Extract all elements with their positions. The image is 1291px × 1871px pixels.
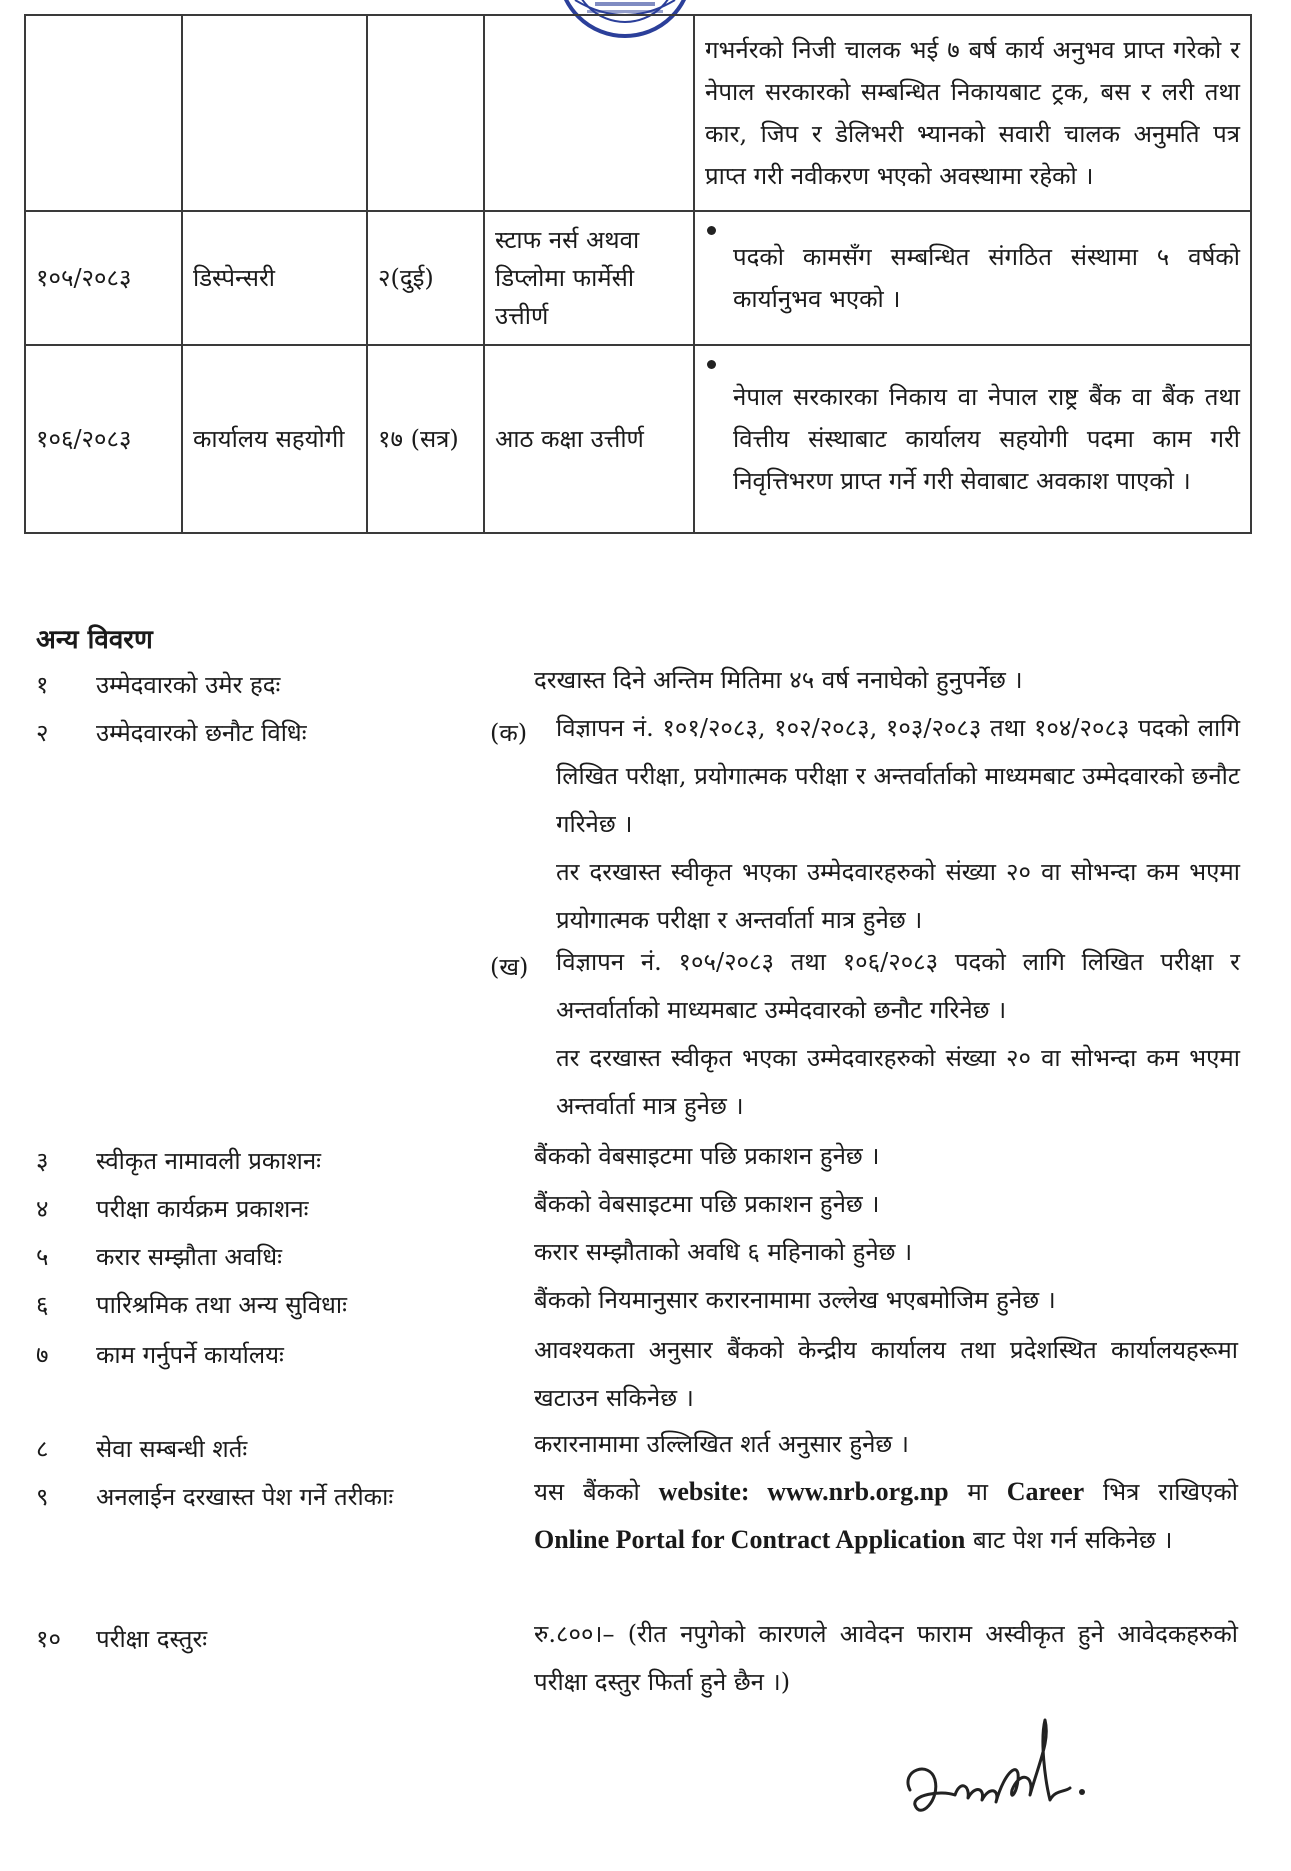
other-details-heading: अन्य विवरण (36, 625, 153, 655)
post-cell: डिस्पेन्सरी (182, 211, 367, 345)
ad-number-cell (25, 15, 182, 211)
bullet-icon (707, 360, 716, 369)
sub-marker: (ख) (490, 953, 529, 981)
item-label: अनलाईन दरखास्त पेश गर्ने तरीकाः (96, 1483, 394, 1511)
post-cell: कार्यालय सहयोगी (182, 345, 367, 533)
career-label: Career (1006, 1477, 1085, 1506)
portal-label: Online Portal for Contract Application (534, 1525, 966, 1554)
sub-text: विज्ञापन नं. १०५/२०८३ तथा १०६/२०८३ पदको लागि लिखित परीक्षा र अन्तर्वार्ताको माध्यमबाट उम्मेदवारको छनौट गरिनेछ । (556, 948, 1240, 1024)
item-number: २ (36, 719, 49, 747)
item-number: ५ (36, 1243, 49, 1271)
item-number: ८ (36, 1435, 49, 1463)
qualification-cell: स्टाफ नर्स अथवा डिप्लोमा फार्मेसी उत्तीर्ण (484, 211, 694, 345)
qualification-cell: आठ कक्षा उत्तीर्ण (484, 345, 694, 533)
sub-note: तर दरखास्त स्वीकृत भएका उम्मेदवारहरुको संख्या २० वा सोभन्दा कम भएमा अन्तर्वार्ता मात्र हुनेछ । (556, 1044, 1240, 1120)
item-label: परीक्षा कार्यक्रम प्रकाशनः (96, 1195, 309, 1223)
item-label: स्वीकृत नामावली प्रकाशनः (96, 1147, 321, 1175)
ad-number-cell: १०५/२०८३ (25, 211, 182, 345)
table-row (25, 211, 1251, 345)
item-value: आवश्यकता अनुसार बैंकको केन्द्रीय कार्यालय तथा प्रदेशस्थित कार्यालयहरूमा खटाउन सकिनेछ । (534, 1336, 1238, 1412)
item-label: उम्मेदवारको छनौट विधिः (96, 719, 307, 747)
bullet-icon (707, 226, 716, 235)
item-value: करारनामामा उल्लिखित शर्त अनुसार हुनेछ । (534, 1430, 909, 1458)
item-value: बैंकको वेबसाइटमा पछि प्रकाशन हुनेछ । (534, 1142, 880, 1170)
item-value: बैंकको नियमानुसार करारनामामा उल्लेख भएबमोजिम हुनेछ । (534, 1286, 1056, 1314)
experience-text: नेपाल सरकारका निकाय वा नेपाल राष्ट्र बैंक वा बैंक तथा वित्तीय संस्थाबाट कार्यालय सहयोगी पदमा काम गरी निवृत्तिभरण प्राप्त गर्ने गरी सेवाबाट अवकाश पाएको । (733, 383, 1240, 495)
sub-text: विज्ञापन नं. १०१/२०८३, १०२/२०८३, १०३/२०८३ तथा १०४/२०८३ पदको लागि लिखित परीक्षा, प्रयोगात्मक परीक्षा र अन्तर्वार्ताको माध्यमबाट उम्मेदवारको छनौट गरिनेछ । (556, 714, 1240, 838)
item-number: ६ (36, 1291, 49, 1319)
count-cell: १७ (सत्र) (367, 345, 484, 533)
value-text: यस बैंकको (534, 1478, 659, 1506)
table-row (25, 15, 1251, 211)
item-label: सेवा सम्बन्धी शर्तः (96, 1435, 248, 1463)
item-value: रु.८००।– (रीत नपुगेको कारणले आवेदन फाराम अस्वीकृत हुने आवेदकहरुको परीक्षा दस्तुर फिर्ता हुने छैन ।) (534, 1620, 1238, 1696)
online-application-value (534, 1468, 1238, 1564)
value-text: भित्र राखिएको (1084, 1478, 1238, 1506)
sub-marker: (क) (490, 719, 528, 747)
item-number: ४ (36, 1195, 49, 1223)
experience-cell: गभर्नरको निजी चालक भई ७ बर्ष कार्य अनुभव प्राप्त गरेको र नेपाल सरकारको सम्बन्धित निकायबाट ट्रक, बस र लरी तथा कार, जिप र डेलिभरी भ्यानको सवारी चालक अनुमति पत्र प्राप्त गरी नवीकरण भएको अवस्थामा रहेको । (694, 15, 1251, 211)
count-cell: २(दुई) (367, 211, 484, 345)
item-number: ७ (36, 1341, 49, 1369)
item-label: पारिश्रमिक तथा अन्य सुविधाः (96, 1291, 347, 1319)
experience-cell (694, 211, 1251, 345)
website-link[interactable]: website: www.nrb.org.np (658, 1477, 949, 1506)
ad-number-cell: १०६/२०८३ (25, 345, 182, 533)
item-number: ९ (36, 1483, 49, 1511)
item-number: १० (36, 1625, 61, 1653)
item-label: करार सम्झौता अवधिः (96, 1243, 282, 1271)
qualification-cell (484, 15, 694, 211)
table-row (25, 345, 1251, 533)
signature (900, 1700, 1100, 1840)
item-value: करार सम्झौताको अवधि ६ महिनाको हुनेछ । (534, 1238, 913, 1266)
post-cell (182, 15, 367, 211)
item-label: उम्मेदवारको उमेर हदः (96, 671, 281, 699)
item-label: परीक्षा दस्तुरः (96, 1625, 208, 1653)
count-cell (367, 15, 484, 211)
item-number: ३ (36, 1147, 49, 1175)
requirements-table (24, 14, 1252, 534)
item-label: काम गर्नुपर्ने कार्यालयः (96, 1341, 284, 1369)
item-number: १ (36, 671, 49, 699)
experience-text: पदको कामसँग सम्बन्धित संगठित संस्थामा ५ वर्षको कार्यानुभव भएको । (733, 243, 1240, 313)
value-text: मा (948, 1478, 1007, 1506)
sub-note: तर दरखास्त स्वीकृत भएका उम्मेदवारहरुको संख्या २० वा सोभन्दा कम भएमा प्रयोगात्मक परीक्षा र अन्तर्वार्ता मात्र हुनेछ । (556, 858, 1240, 934)
value-text: बाट पेश गर्न सकिनेछ । (965, 1526, 1173, 1554)
item-value: दरखास्त दिने अन्तिम मितिमा ४५ वर्ष ननाघेको हुनुपर्नेछ । (534, 666, 1023, 694)
experience-cell (694, 345, 1251, 533)
item-value: बैंकको वेबसाइटमा पछि प्रकाशन हुनेछ । (534, 1190, 880, 1218)
